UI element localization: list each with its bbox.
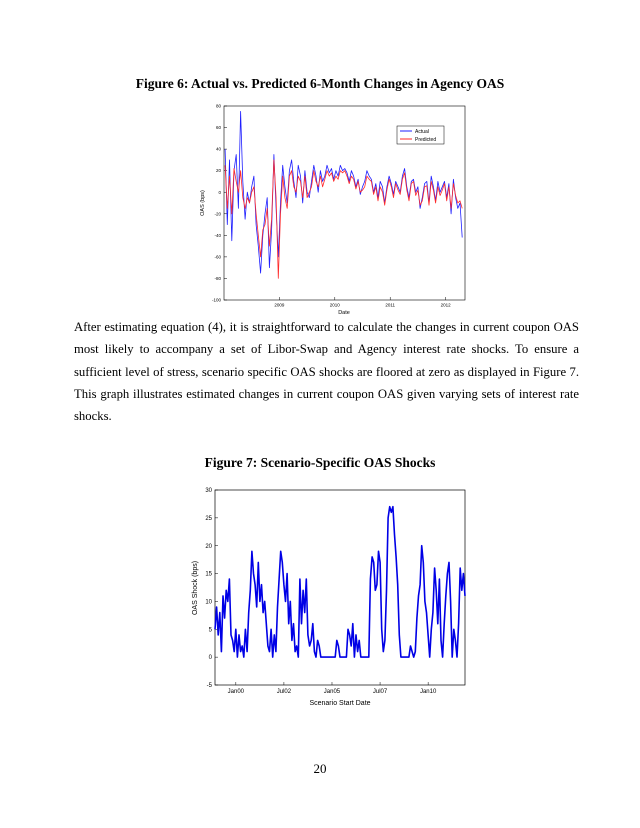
body-paragraph: After estimating equation (4), it is straightforward to calculate the changes in current coupon OAS most likely to accompany a set of Libor-Swap and Agency interest rate shocks. To ensure a sufficient level of stress, scenario specific OAS shocks are floored at zero as displayed in Figure 7. This graph illustrates estimated changes in current coupon OAS given varying sets of interest rate shocks. (74, 320, 579, 424)
x-tick-label: 2011 (385, 302, 396, 308)
y-tick-label: 15 (205, 571, 212, 578)
x-tick-label: 2009 (274, 302, 285, 308)
y-tick-label: 20 (205, 543, 212, 550)
y-tick-label: 40 (215, 146, 221, 152)
y-tick-label: 0 (208, 655, 212, 662)
x-axis-label: Date (338, 310, 350, 316)
legend-label-predicted: Predicted (415, 137, 437, 143)
figure-6-title: Figure 6: Actual vs. Predicted 6-Month Changes in Agency OAS (135, 76, 505, 91)
y-axis-label: OAS Shock (bps) (192, 560, 199, 616)
y-axis-label: OAS (bps) (200, 190, 206, 216)
legend-label-actual: Actual (415, 129, 429, 135)
y-tick-label: 60 (215, 125, 221, 131)
legend (397, 126, 444, 144)
x-tick-label: 2012 (440, 302, 451, 308)
y-tick-label: -5 (206, 683, 212, 690)
x-tick-label: 2010 (329, 302, 340, 308)
figure-7-chart (190, 482, 475, 712)
x-tick-label: Jan10 (419, 689, 437, 695)
y-tick-label: -80 (214, 276, 221, 282)
figure-7-title: Figure 7: Scenario-Specific OAS Shocks (204, 455, 436, 470)
page-number: 20 (313, 761, 327, 776)
figure-6-chart (195, 100, 480, 325)
y-tick-label: 0 (218, 189, 221, 195)
x-tick-label: Jul07 (372, 689, 388, 695)
x-tick-label: Jan00 (227, 689, 245, 695)
y-tick-label: 5 (208, 627, 212, 634)
y-tick-label: -20 (214, 211, 221, 217)
y-tick-label: 25 (205, 515, 212, 522)
x-tick-label: Jul02 (276, 689, 292, 695)
y-tick-label: -60 (214, 254, 221, 260)
x-tick-label: Jan05 (323, 689, 341, 695)
y-tick-label: 30 (205, 488, 212, 495)
y-tick-label: -100 (211, 297, 221, 303)
y-tick-label: 10 (205, 599, 212, 606)
x-axis-label: Scenario Start Date (309, 700, 371, 707)
y-tick-label: 20 (215, 168, 221, 174)
y-tick-label: -40 (214, 232, 221, 238)
y-tick-label: 80 (215, 103, 221, 109)
